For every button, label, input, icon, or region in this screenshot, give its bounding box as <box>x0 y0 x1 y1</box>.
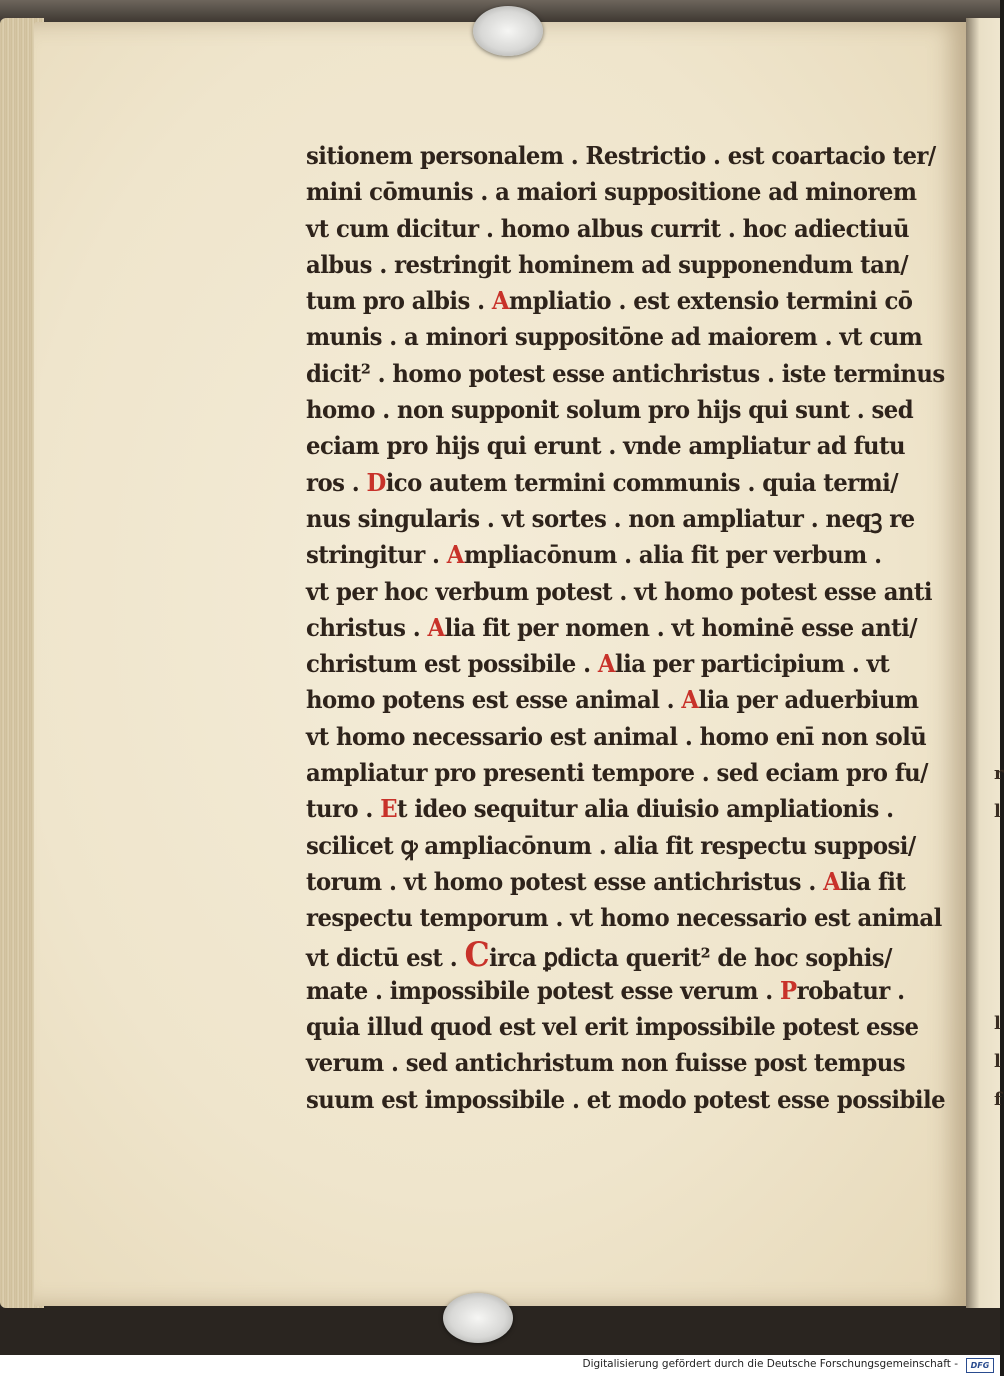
text-segment: vt per hoc verbum potest . vt homo potest esse anti <box>306 576 932 606</box>
text-segment: nus singularis . vt sortes . non ampliatur . neqꝫ re <box>306 503 915 533</box>
text-line <box>306 973 905 1009</box>
text-line <box>306 755 928 791</box>
text-line <box>306 682 919 718</box>
text-line <box>306 428 905 464</box>
text-segment: ros . <box>306 467 367 497</box>
facing-page-edge <box>966 18 1000 1308</box>
text-line <box>306 247 909 283</box>
rubricated-initial: A <box>446 540 464 570</box>
text-line <box>306 319 923 355</box>
text-line <box>306 501 915 537</box>
text-segment: christus . <box>306 612 428 642</box>
text-segment: mpliatio . est extensio termini cō <box>509 286 913 316</box>
text-line <box>306 537 882 573</box>
text-line <box>306 1009 919 1045</box>
text-segment: ampliatur pro presenti tempore . sed eciam pro fu/ <box>306 758 928 788</box>
text-segment: sitionem personalem . Restrictio . est coartacio ter/ <box>306 141 936 170</box>
rubricated-initial: P <box>780 975 797 1005</box>
text-segment: respectu temporum . vt homo necessario est animal <box>306 903 942 933</box>
text-line <box>306 828 916 864</box>
text-line <box>306 934 892 975</box>
text-segment: turo . <box>306 794 381 824</box>
rubricated-initial: A <box>427 612 445 642</box>
text-line <box>306 138 936 174</box>
facing-page-letter: f <box>994 1089 1002 1110</box>
text-segment: suum est impossibile . et modo potest esse possibile <box>306 1084 946 1114</box>
text-segment: quia illud quod est vel erit impossibile potest esse <box>306 1012 919 1042</box>
rubricated-initial: A <box>681 685 699 715</box>
text-segment: homo . non supponit solum pro hijs qui sunt . sed <box>306 395 914 425</box>
text-segment: vt homo necessario est animal . homo enī non solū <box>306 721 927 751</box>
text-line <box>306 719 927 755</box>
text-segment: homo potens est esse animal . <box>306 685 682 715</box>
rubricated-initial: A <box>597 649 616 679</box>
text-line <box>306 791 894 827</box>
text-line <box>306 211 910 247</box>
text-line <box>306 574 932 610</box>
text-line <box>306 356 945 392</box>
rubricated-initial: A <box>491 286 510 316</box>
text-segment: mpliacōnum . alia fit per verbum . <box>463 540 882 570</box>
facing-page-letter: l <box>994 1013 1001 1034</box>
text-segment: tum pro albis . <box>306 286 492 316</box>
text-line <box>306 646 890 682</box>
incunable-text-block <box>306 138 946 1118</box>
rubricated-initial: D <box>366 467 386 497</box>
text-line <box>306 610 917 646</box>
text-segment: lia per aduerbium <box>698 685 919 715</box>
digitization-footer <box>0 1355 1000 1376</box>
text-segment: ico autem termini communis . quia termi/ <box>385 467 899 497</box>
text-segment: irca ꝑdicta querit² de hoc sophis/ <box>489 942 892 972</box>
text-segment: munis . a minori suppositōne ad maiorem . vt cum <box>306 322 923 352</box>
dfg-logo: DFG <box>966 1358 994 1373</box>
text-segment: mate . impossibile potest esse verum . <box>306 975 781 1005</box>
text-line <box>306 864 906 900</box>
text-segment: mini cōmunis . a maiori suppositione ad minorem <box>306 177 917 207</box>
text-segment: eciam pro hijs qui erunt . vnde ampliatur ad futu <box>306 431 905 461</box>
text-segment: verum . sed antichristum non fuisse post tempus <box>306 1048 905 1078</box>
text-line <box>306 1082 946 1118</box>
text-segment: scilicet ꝙ ampliacōnum . alia fit respectu supposi/ <box>306 830 916 860</box>
text-segment: dicit² . homo potest esse antichristus . iste terminus <box>306 358 945 388</box>
rubricated-initial: C <box>464 934 490 975</box>
text-line <box>306 465 899 501</box>
text-segment: lia fit per nomen . vt hominē esse anti/ <box>444 612 917 642</box>
page-holder-clip-top <box>473 6 543 56</box>
text-segment: torum . vt homo potest esse antichristus . <box>306 866 824 896</box>
text-segment: albus . restringit hominem ad supponendum tan/ <box>306 249 909 279</box>
facing-page-letter: r <box>994 763 1004 784</box>
text-segment: vt cum dicitur . homo albus currit . hoc adiectiuū <box>306 213 910 243</box>
text-segment: stringitur . <box>306 540 447 570</box>
text-line <box>306 392 914 428</box>
rubricated-initial: A <box>823 866 841 896</box>
text-segment: t ideo sequitur alia diuisio ampliationis . <box>397 794 894 824</box>
text-segment: christum est possibile . <box>306 649 598 679</box>
text-line <box>306 1045 905 1081</box>
text-line <box>306 900 942 936</box>
text-line <box>306 283 913 319</box>
facing-page-letter: l <box>994 1051 1001 1072</box>
text-segment: vt dictū est . <box>306 942 465 972</box>
page-holder-clip-bottom <box>443 1293 513 1343</box>
text-segment: lia per participium . vt <box>615 649 890 679</box>
text-segment: robatur . <box>796 975 905 1005</box>
rubricated-initial: E <box>380 794 398 824</box>
text-line <box>306 174 917 210</box>
facing-page-letter: l <box>994 801 1001 822</box>
funding-notice: Digitalisierung gefördert durch die Deutsche Forschungsgemeinschaft - <box>582 1358 958 1370</box>
text-segment: lia fit <box>840 866 906 896</box>
